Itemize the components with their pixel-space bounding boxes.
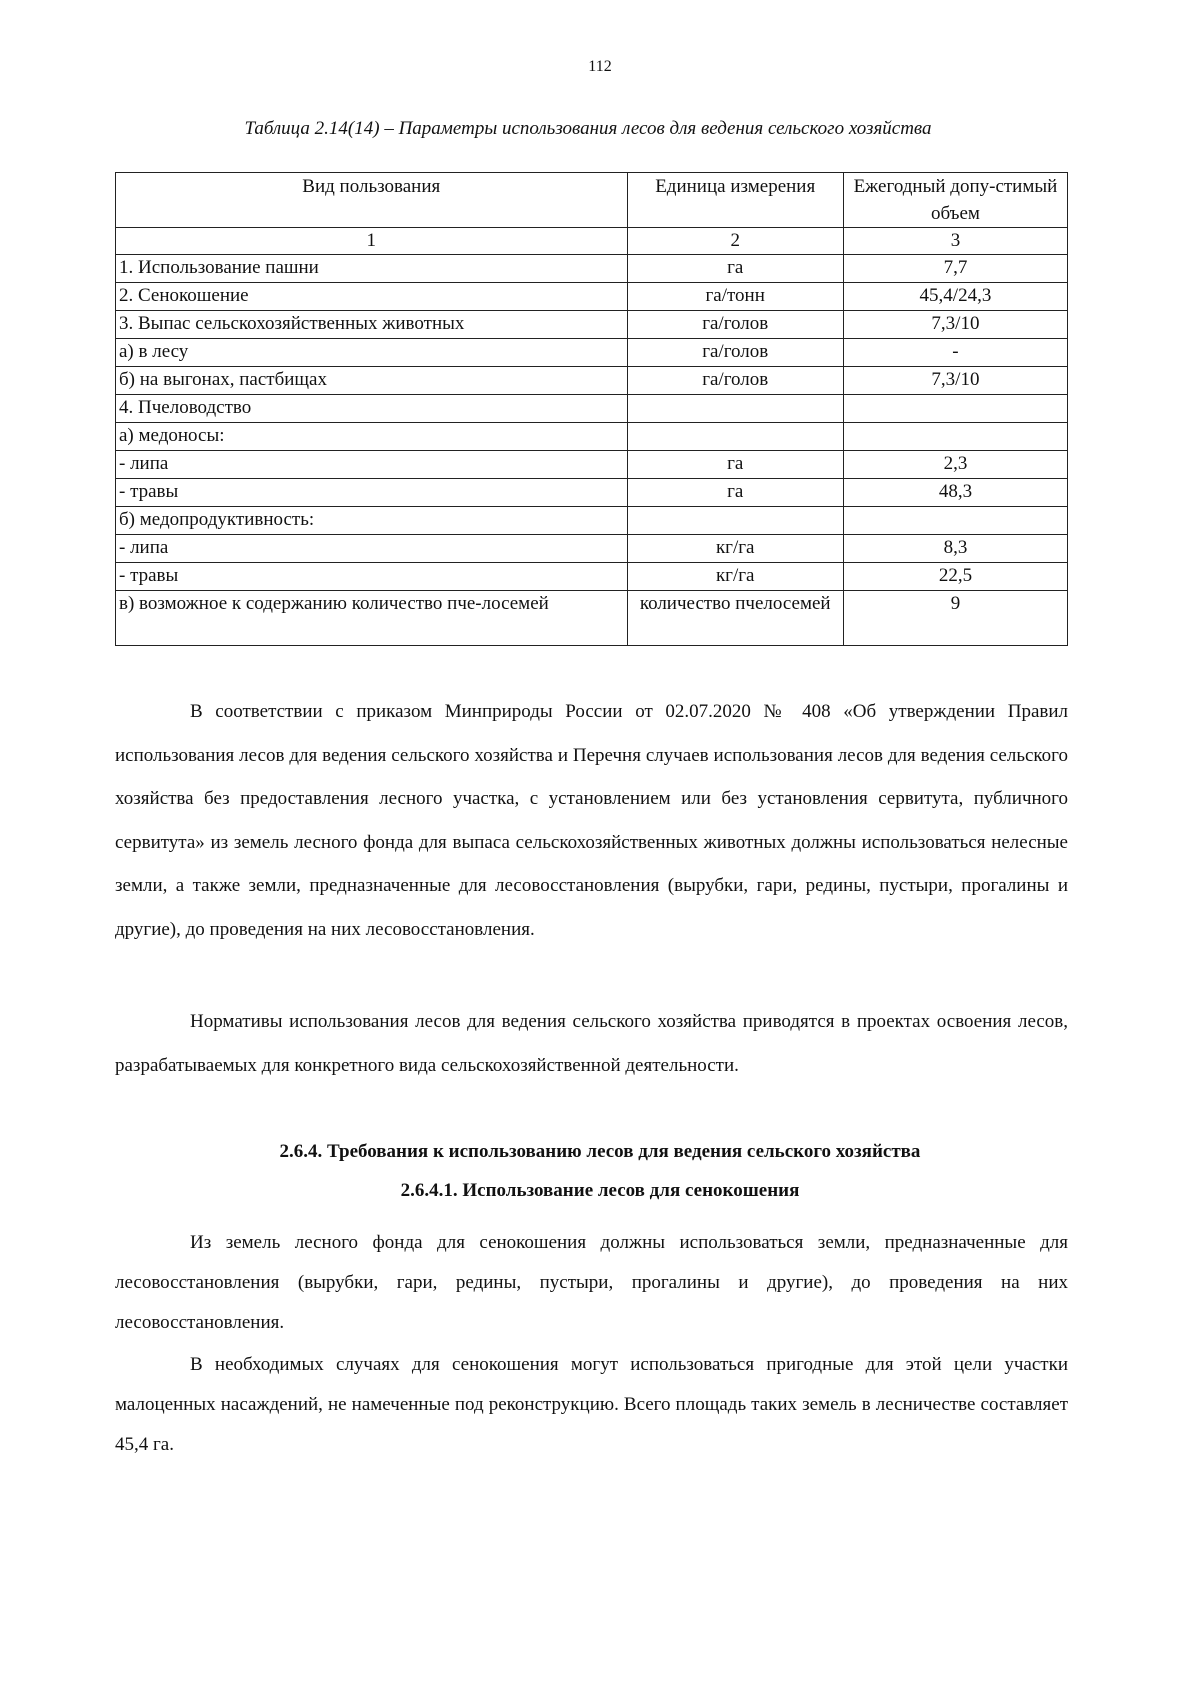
row-label: - травы xyxy=(116,563,628,591)
row-label: 2. Сенокошение xyxy=(116,283,628,311)
row-unit: га/тонн xyxy=(627,283,843,311)
paragraph-text: В необходимых случаях для сенокошения могут использоваться пригодные для этой цели участки малоценных насаждений, не намеченные под реконструкцию. Всего площадь таких земель в лесничестве составляет 45,4 га. xyxy=(115,1354,1068,1455)
body-paragraph xyxy=(115,690,1068,951)
body-paragraph xyxy=(115,1345,1068,1465)
table-row xyxy=(116,255,1068,283)
row-unit: кг/га xyxy=(627,563,843,591)
row-value xyxy=(843,395,1067,423)
table-row xyxy=(116,451,1068,479)
page-number: 112 xyxy=(588,58,612,75)
subsection-heading: 2.6.4.1. Использование лесов для сенокошения xyxy=(400,1180,800,1201)
row-label: б) на выгонах, пастбищах xyxy=(116,367,628,395)
table-row xyxy=(116,591,1068,646)
row-value: 7,3/10 xyxy=(843,311,1067,339)
row-value: 8,3 xyxy=(843,535,1067,563)
row-value: - xyxy=(843,339,1067,367)
row-value: 22,5 xyxy=(843,563,1067,591)
body-paragraph xyxy=(115,1000,1068,1087)
paragraph-text: Из земель лесного фонда для сенокошения должны использоваться земли, предназначенные для лесовосстановления (вырубки, гари, редины, пустыри, прогалины и другие), до проведения на них лесовосстановления. xyxy=(115,1232,1068,1333)
row-value: 2,3 xyxy=(843,451,1067,479)
row-label: б) медопродуктивность: xyxy=(116,507,628,535)
row-label: а) в лесу xyxy=(116,339,628,367)
row-value: 7,7 xyxy=(843,255,1067,283)
parameters-table xyxy=(115,172,1068,646)
header-cell-unit: Единица измерения xyxy=(627,173,843,228)
table-row xyxy=(116,367,1068,395)
row-label: - травы xyxy=(116,479,628,507)
row-label: а) медоносы: xyxy=(116,423,628,451)
row-label: 1. Использование пашни xyxy=(116,255,628,283)
table-row xyxy=(116,535,1068,563)
section-heading: 2.6.4. Требования к использованию лесов для ведения сельского хозяйства xyxy=(279,1141,921,1162)
row-unit: га xyxy=(627,255,843,283)
table-row xyxy=(116,339,1068,367)
row-value xyxy=(843,423,1067,451)
row-unit: га/голов xyxy=(627,311,843,339)
table-row xyxy=(116,479,1068,507)
row-unit: га/голов xyxy=(627,367,843,395)
table-header-row xyxy=(116,173,1068,228)
column-number: 2 xyxy=(627,228,843,255)
column-number-row xyxy=(116,228,1068,255)
row-value xyxy=(843,507,1067,535)
row-value: 48,3 xyxy=(843,479,1067,507)
table-row xyxy=(116,423,1068,451)
table-row xyxy=(116,311,1068,339)
header-cell-type: Вид пользования xyxy=(116,173,628,228)
row-unit: га xyxy=(627,451,843,479)
row-unit xyxy=(627,507,843,535)
row-value: 9 xyxy=(843,591,1067,646)
row-label: - липа xyxy=(116,535,628,563)
row-unit: га xyxy=(627,479,843,507)
column-number: 3 xyxy=(843,228,1067,255)
row-unit: количество пчелосемей xyxy=(627,591,843,646)
paragraph-text: В соответствии с приказом Минприроды России от 02.07.2020 № 408 «Об утверждении Правил использования лесов для ведения сельского хозяйства и Перечня случаев использования лесов для ведения сельского хозяйства без предоставления лесного участка, с установлением или без установления сервитута, публичного сервитута» из земель лесного фонда для выпаса сельскохозяйственных животных должны использоваться нелесные земли, а также земли, предназначенные для лесовосстановления (вырубки, гари, редины, пустыри, прогалины и другие), до проведения на них лесовосстановления. xyxy=(115,701,1068,940)
column-number: 1 xyxy=(116,228,628,255)
table-row xyxy=(116,563,1068,591)
table-row xyxy=(116,507,1068,535)
row-label: - липа xyxy=(116,451,628,479)
row-unit xyxy=(627,395,843,423)
table-row xyxy=(116,395,1068,423)
row-unit: га/голов xyxy=(627,339,843,367)
body-paragraph xyxy=(115,1223,1068,1343)
row-unit: кг/га xyxy=(627,535,843,563)
row-unit xyxy=(627,423,843,451)
row-value: 7,3/10 xyxy=(843,367,1067,395)
row-value: 45,4/24,3 xyxy=(843,283,1067,311)
paragraph-text: Нормативы использования лесов для ведения сельского хозяйства приводятся в проектах освоения лесов, разрабатываемых для конкретного вида сельскохозяйственной деятельности. xyxy=(115,1011,1068,1076)
row-label: 4. Пчеловодство xyxy=(116,395,628,423)
row-label: 3. Выпас сельскохозяйственных животных xyxy=(116,311,628,339)
header-cell-volume: Ежегодный допу-стимый объем xyxy=(843,173,1067,228)
table-caption: Таблица 2.14(14) – Параметры использования лесов для ведения сельского хозяйства xyxy=(244,118,932,139)
table-row xyxy=(116,283,1068,311)
row-label: в) возможное к содержанию количество пче-лосемей xyxy=(116,591,628,646)
